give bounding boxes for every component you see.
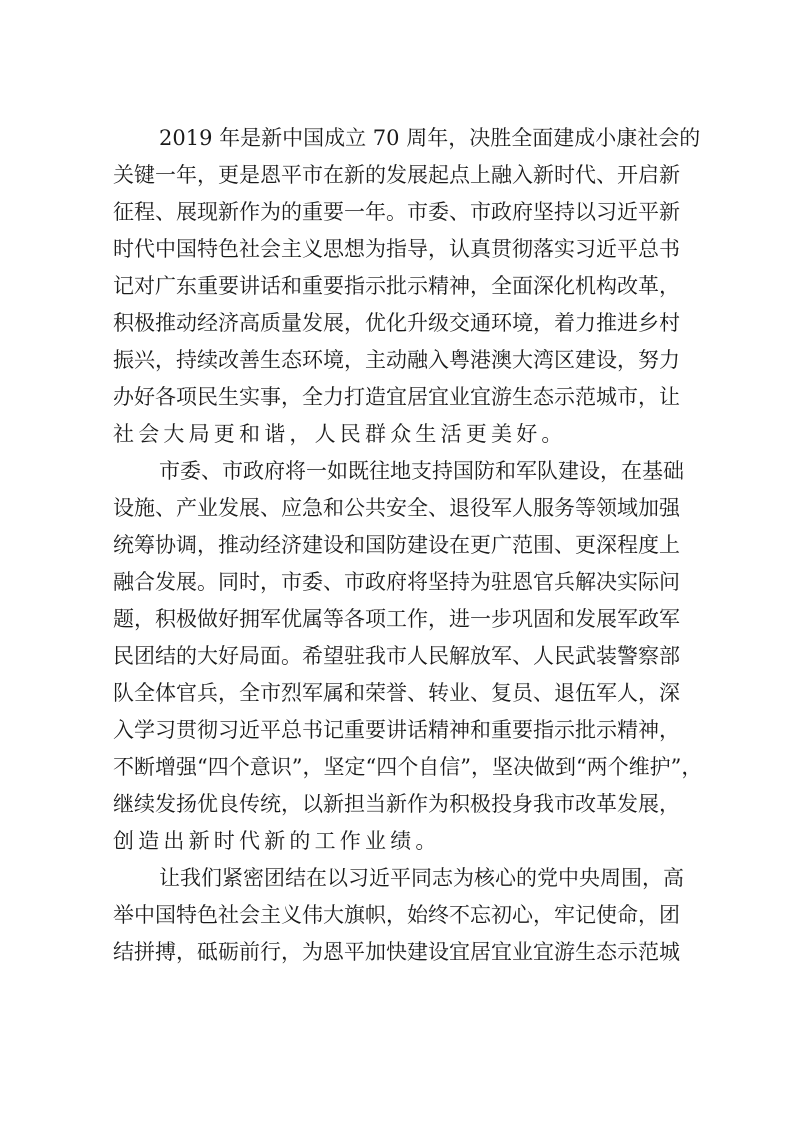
text-line: 不断增强“四个意识”，坚定“四个自信”，坚决做到“两个维护”， (113, 755, 703, 779)
text-line: 入学习贯彻习近平总书记重要讲话精神和重要指示批示精神， (113, 718, 680, 742)
text-line: 民团结的大好局面。希望驻我市人民解放军、人民武装警察部 (113, 644, 680, 668)
text-line: 设施、产业发展、应急和公共安全、退役军人服务等领域加强 (113, 496, 680, 520)
text-line: 融合发展。同时，市委、市政府将坚持为驻恩官兵解决实际问 (113, 570, 680, 594)
text-line: 题，积极做好拥军优属等各项工作，进一步巩固和发展军政军 (113, 607, 680, 631)
text-line: 继续发扬优良传统，以新担当新作为积极投身我市改革发展， (113, 792, 680, 816)
text-line: 时代中国特色社会主义思想为指导，认真贯彻落实习近平总书 (113, 237, 680, 261)
text-line: 办好各项民生实事，全力打造宜居宜业宜游生态示范城市，让 (113, 385, 680, 409)
paragraph-3 (113, 860, 684, 971)
text-line: 记对广东重要讲话和重要指示批示精神，全面深化机构改革， (113, 274, 680, 298)
text-line: 队全体官兵，全市烈军属和荣誉、转业、复员、退伍军人，深 (113, 681, 680, 705)
text-line: 让我们紧密团结在以习近平同志为核心的党中央周围，高 (159, 866, 684, 890)
text-line: 创造出新时代新的工作业绩。 (113, 829, 441, 853)
paragraph-2 (113, 453, 703, 860)
document-page (113, 120, 703, 971)
text-line: 市委、市政府将一如既往地支持国防和军队建设，在基础 (159, 459, 684, 483)
text-line: 社会大局更和谐，人民群众生活更美好。 (113, 422, 567, 446)
text-line: 振兴，持续改善生态环境，主动融入粤港澳大湾区建设，努力 (113, 348, 680, 372)
text-line: 举中国特色社会主义伟大旗帜，始终不忘初心，牢记使命，团 (113, 903, 680, 927)
paragraph-1 (113, 120, 701, 453)
text-line: 征程、展现新作为的重要一年。市委、市政府坚持以习近平新 (113, 200, 680, 224)
text-line: 2019 年是新中国成立 70 周年，决胜全面建成小康社会的 (159, 126, 701, 150)
text-line: 统筹协调，推动经济建设和国防建设在更广范围、更深程度上 (113, 533, 680, 557)
text-line: 积极推动经济高质量发展，优化升级交通环境，着力推进乡村 (113, 311, 680, 335)
text-line: 结拼搏，砥砺前行，为恩平加快建设宜居宜业宜游生态示范城 (113, 940, 680, 964)
text-line: 关键一年，更是恩平市在新的发展起点上融入新时代、开启新 (113, 163, 680, 187)
